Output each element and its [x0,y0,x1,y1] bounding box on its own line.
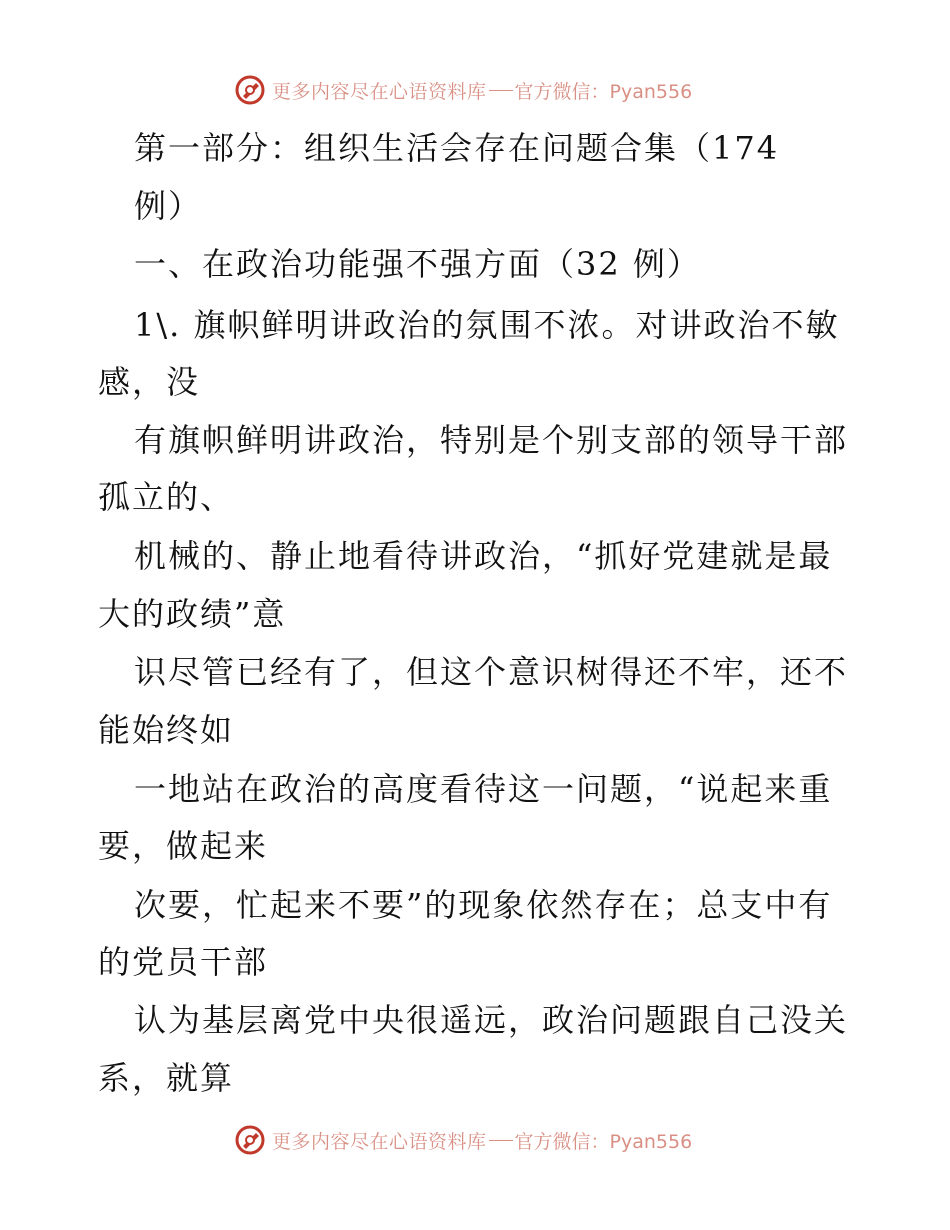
paragraph-line: 1\. 旗帜鲜明讲政治的氛围不浓。对讲政治不敏 [134,306,840,344]
header-watermark [234,73,692,107]
paragraph-line: 机械的、静止地看待讲政治，“抓好党建就是最 [134,537,833,575]
section-title-cont: 例） [134,187,203,225]
subsection-heading: 一、在政治功能强不强方面（32 例） [134,245,701,283]
paragraph-line: 的党员干部 [98,943,269,981]
footer-watermark [234,1123,692,1157]
stamp-logo-icon [234,1124,266,1156]
paragraph-line: 系，就算 [98,1059,235,1097]
section-title: 第一部分：组织生活会存在问题合集（174 [134,129,780,167]
paragraph-line: 大的政绩”意 [98,595,287,633]
watermark-text: 更多内容尽在心语资料库 [272,80,487,103]
paragraph-line: 能始终如 [98,711,235,749]
paragraph-line: 感，没 [98,363,201,401]
paragraph-line: 次要，忙起来不要”的现象依然存在；总支中有 [134,886,833,924]
paragraph-line: 认为基层离党中央很遥远，政治问题跟自己没关 [134,1001,849,1039]
watermark-text: 更多内容尽在心语资料库 [272,1130,487,1153]
paragraph-line: 一地站在政治的高度看待这一问题，“说起来重 [134,770,833,808]
watermark-wechat: 官方微信：Pyan556 [514,80,693,103]
stamp-logo-icon [234,74,266,106]
paragraph-line: 孤立的、 [98,478,235,516]
watermark-wechat: 官方微信：Pyan556 [514,1130,693,1153]
paragraph-line: 要，做起来 [98,827,269,865]
paragraph-line: 有旗帜鲜明讲政治，特别是个别支部的领导干部 [134,421,849,459]
watermark-dash [489,1140,513,1141]
watermark-dash [489,90,513,91]
paragraph-line: 识尽管已经有了，但这个意识树得还不牢，还不 [134,653,849,691]
